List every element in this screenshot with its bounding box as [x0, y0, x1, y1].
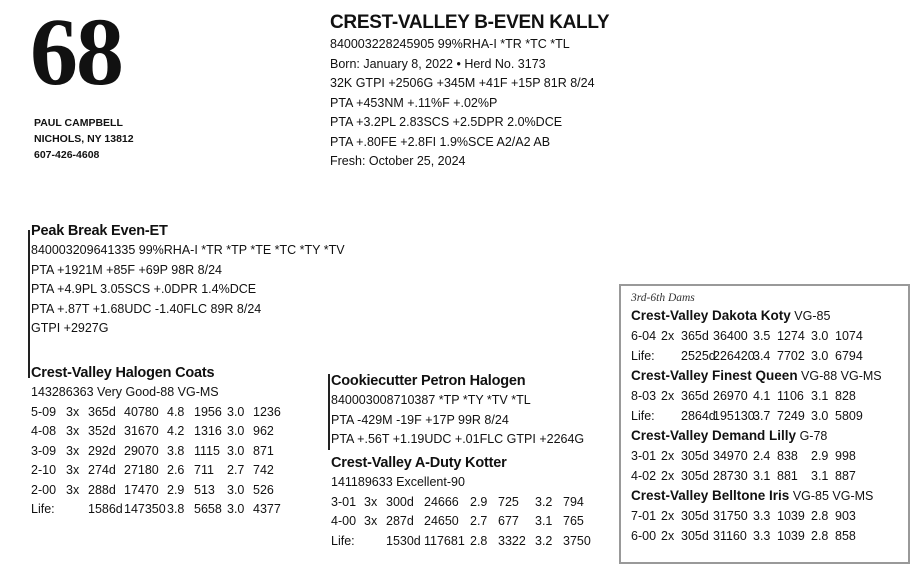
record-cell: 27180 [124, 463, 159, 477]
animal-line: PTA +453NM +.11%F +.02%P [330, 95, 498, 110]
record-cell: 3-09 [31, 443, 57, 458]
record-cell: 3.7 [753, 409, 771, 423]
record-cell: 1236 [253, 404, 281, 419]
record-row [631, 386, 882, 406]
record-cell: 2.9 [811, 449, 829, 463]
record-cell: 4.1 [753, 389, 771, 403]
record-cell: 2x [661, 469, 675, 483]
record-row [631, 506, 882, 526]
record-cell: 3.3 [753, 529, 771, 543]
record-cell: 2.9 [167, 482, 185, 497]
sire-line: GTPI +2927G [31, 321, 109, 335]
other-dam [631, 366, 882, 426]
record-row [631, 526, 882, 546]
dam-name: Crest-Valley Halogen Coats [31, 365, 215, 381]
record-cell: 24666 [424, 494, 459, 509]
maternal-grandsire-name: Cookiecutter Petron Halogen [331, 373, 526, 389]
dam-records [31, 403, 283, 520]
record-cell: 998 [835, 449, 856, 463]
record-cell: 1530d [386, 533, 421, 548]
record-cell: 887 [835, 469, 856, 483]
record-cell: 305d [681, 469, 709, 483]
second-dam-name: Crest-Valley A-Duty Kotter [331, 455, 507, 471]
consignor-phone: 607-426-4608 [34, 149, 100, 161]
other-dam [631, 486, 882, 546]
record-row [631, 326, 882, 346]
record-cell: 31160 [713, 529, 747, 543]
record-cell: 871 [253, 443, 274, 458]
other-dams-label: 3rd-6th Dams [631, 292, 695, 304]
record-cell: 274d [88, 463, 116, 477]
other-dam-classification: VG-85 VG-MS [792, 489, 874, 503]
record-cell: 794 [563, 494, 584, 509]
sire-name: Peak Break Even-ET [31, 223, 168, 239]
record-cell: 1586d [88, 502, 123, 516]
maternal-grandsire-block [331, 371, 584, 450]
record-row [31, 403, 283, 423]
record-cell: 742 [253, 463, 274, 477]
record-cell: 3322 [498, 533, 526, 548]
record-cell: 711 [194, 463, 214, 477]
record-cell: 3-01 [331, 494, 357, 509]
record-cell: 3x [364, 494, 378, 509]
dam-subline: 143286363 Very Good-88 VG-MS [31, 385, 219, 399]
record-cell: 7-01 [631, 509, 657, 523]
record-cell: 4-00 [331, 514, 357, 528]
maternal-grandsire-line: PTA -429M -19F +17P 99R 8/24 [331, 412, 509, 427]
record-row [31, 461, 283, 481]
animal-line: PTA +.80FE +2.8FI 1.9%SCE A2/A2 AB [330, 134, 551, 149]
record-cell: 8-03 [631, 389, 657, 403]
record-cell: 31670 [124, 424, 159, 438]
record-cell: 838 [777, 449, 798, 463]
lot-number: 68 [30, 0, 122, 105]
record-cell: 34970 [713, 449, 748, 463]
record-cell: 40780 [124, 404, 159, 419]
animal-line: Born: January 8, 2022 • Herd No. 3173 [330, 56, 546, 71]
record-cell: 5-09 [31, 404, 57, 419]
animal-line: PTA +3.2PL 2.83SCS +2.5DPR 2.0%DCE [330, 115, 563, 129]
record-cell: 4-08 [31, 424, 57, 438]
record-cell: 365d [681, 389, 709, 403]
other-dam-name: Crest-Valley Belltone Iris [631, 488, 790, 503]
other-dam-records [631, 326, 882, 366]
record-cell: 3.0 [227, 482, 245, 497]
record-cell: 3.5 [753, 329, 771, 343]
record-cell: 1039 [777, 529, 805, 543]
sire-line: PTA +.87T +1.68UDC -1.40FLC 89R 8/24 [31, 301, 262, 316]
record-cell: 3x [66, 443, 80, 458]
record-cell: 2.8 [470, 533, 488, 548]
record-cell: 3.0 [227, 502, 245, 516]
record-cell: 3.1 [811, 469, 829, 483]
other-dam-name: Crest-Valley Demand Lilly [631, 428, 797, 443]
other-dams-list [631, 306, 882, 546]
sire-line: PTA +1921M +85F +69P 98R 8/24 [31, 262, 222, 277]
record-cell: 2x [661, 449, 675, 463]
record-cell: 31750 [713, 509, 748, 523]
record-cell: 29070 [124, 443, 159, 458]
record-cell: 725 [498, 494, 519, 509]
record-cell: 2.9 [470, 494, 488, 509]
record-cell: 3.3 [753, 509, 771, 523]
record-cell: 287d [386, 514, 414, 528]
animal-name: CREST-VALLEY B-EVEN KALLY [330, 12, 610, 33]
record-row [31, 481, 283, 501]
record-cell: Life: [631, 349, 655, 363]
record-cell: 1956 [194, 404, 222, 419]
second-dam-subline: 141189633 Excellent-90 [331, 475, 465, 489]
record-cell: 3.8 [167, 502, 185, 516]
record-cell: 4.8 [167, 404, 185, 419]
record-cell: 6794 [835, 349, 863, 363]
record-row [331, 532, 593, 552]
other-dam-records [631, 506, 882, 546]
record-cell: 2-00 [31, 482, 57, 497]
animal-line: 32K GTPI +2506G +345M +41F +15P 81R 8/24 [330, 76, 595, 90]
record-row [631, 446, 882, 466]
record-cell: 4377 [253, 502, 281, 516]
record-row [631, 346, 882, 366]
record-cell: 2.8 [811, 509, 829, 523]
record-cell: 1274 [777, 329, 805, 343]
record-cell: 3x [66, 482, 80, 497]
record-cell: 858 [835, 529, 856, 543]
other-dam-records [631, 446, 882, 486]
record-row [31, 422, 283, 442]
record-cell: 2525d [681, 349, 716, 363]
record-cell: 147350 [124, 502, 166, 516]
record-cell: Life: [31, 502, 55, 516]
other-dam-classification: VG-88 VG-MS [801, 369, 882, 383]
record-cell: 4.2 [167, 424, 185, 438]
record-cell: 3.1 [753, 469, 771, 483]
record-cell: 4-02 [631, 469, 657, 483]
record-row [631, 466, 882, 486]
record-cell: 2x [661, 329, 675, 343]
record-cell: 2.4 [753, 449, 771, 463]
record-cell: 1106 [777, 389, 804, 403]
record-cell: 117681 [424, 533, 465, 548]
other-dam-records [631, 386, 882, 426]
other-dam [631, 306, 882, 366]
second-dam-records [331, 493, 593, 552]
record-cell: 3-01 [631, 449, 657, 463]
consignor-name: PAUL CAMPBELL [34, 117, 123, 129]
record-cell: 3.2 [535, 533, 553, 548]
record-cell: 292d [88, 443, 116, 458]
other-dam-classification: G-78 [799, 429, 828, 443]
record-cell: 28730 [713, 469, 748, 483]
record-cell: 365d [88, 404, 116, 419]
record-cell: 2-10 [31, 463, 57, 477]
record-cell: 2.8 [811, 529, 829, 543]
record-cell: 2864d [681, 409, 716, 423]
record-cell: 513 [194, 482, 215, 497]
record-cell: 2x [661, 529, 675, 543]
record-cell: 300d [386, 494, 414, 509]
record-cell: 6-00 [631, 529, 657, 543]
animal-line: Fresh: October 25, 2024 [330, 154, 466, 168]
record-cell: 2.7 [227, 463, 245, 477]
record-cell: 1115 [194, 443, 220, 458]
record-cell: 3.8 [167, 443, 185, 458]
record-cell: 3x [66, 404, 80, 419]
record-cell: 3.0 [811, 349, 829, 363]
sire-line: PTA +4.9PL 3.05SCS +.0DPR 1.4%DCE [31, 282, 257, 296]
record-cell: 3.4 [753, 349, 771, 363]
record-cell: 3x [364, 514, 378, 528]
record-cell: 677 [498, 514, 519, 528]
record-cell: 1316 [194, 424, 222, 438]
dam-block [31, 363, 283, 520]
record-cell: 3.0 [811, 409, 829, 423]
animal-block [330, 11, 609, 172]
animal-line: 840003228245905 99%RHA-I *TR *TC *TL [330, 37, 570, 51]
record-cell: 305d [681, 449, 709, 463]
record-cell: 7702 [777, 349, 805, 363]
pedigree-connector [328, 374, 330, 450]
record-row [331, 493, 593, 513]
sire-line: 840003209641335 99%RHA-I *TR *TP *TE *TC *TY *TV [31, 243, 345, 257]
record-cell: 288d [88, 482, 116, 497]
record-row [31, 442, 283, 462]
record-cell: 352d [88, 424, 116, 438]
record-cell: 881 [777, 469, 798, 483]
record-row [631, 406, 882, 426]
record-cell: 3x [66, 463, 80, 477]
record-cell: Life: [631, 409, 655, 423]
record-cell: 3.1 [811, 389, 829, 403]
record-cell: 365d [681, 329, 709, 343]
record-cell: 962 [253, 424, 274, 438]
other-dam-name: Crest-Valley Dakota Koty [631, 308, 791, 323]
record-cell: 3.0 [811, 329, 829, 343]
record-row [331, 512, 593, 532]
record-cell: 828 [835, 389, 856, 403]
record-cell: 24650 [424, 514, 459, 528]
record-cell: 7249 [777, 409, 805, 423]
record-cell: 2x [661, 509, 675, 523]
record-cell: 6-04 [631, 329, 657, 343]
record-cell: 26970 [713, 389, 748, 403]
record-cell: 5809 [835, 409, 863, 423]
pedigree-connector [28, 230, 30, 378]
record-cell: 1074 [835, 329, 863, 343]
record-cell: 305d [681, 509, 709, 523]
record-cell: 3.1 [535, 514, 553, 528]
record-row [31, 500, 283, 520]
other-dams-box [619, 284, 910, 564]
record-cell: 3.0 [227, 424, 245, 438]
record-cell: 2.6 [167, 463, 185, 477]
record-cell: 226420 [713, 349, 755, 363]
record-cell: 3.0 [227, 404, 245, 419]
other-dam [631, 426, 882, 486]
record-cell: 3750 [563, 533, 591, 548]
record-cell: 765 [563, 514, 584, 528]
record-cell: 2x [661, 389, 675, 403]
record-cell: 3x [66, 424, 80, 438]
second-dam-block [331, 453, 593, 551]
record-cell: 195130 [713, 409, 755, 423]
record-cell: 903 [835, 509, 856, 523]
maternal-grandsire-line: PTA +.56T +1.19UDC +.01FLC GTPI +2264G [331, 432, 585, 446]
record-cell: 305d [681, 529, 709, 543]
other-dam-name: Crest-Valley Finest Queen [631, 368, 798, 383]
consignor [34, 115, 134, 163]
other-dam-classification: VG-85 [794, 309, 831, 323]
record-cell: 36400 [713, 329, 748, 343]
record-cell: 3.2 [535, 494, 553, 509]
record-cell: 1039 [777, 509, 805, 523]
record-cell: 3.0 [227, 443, 245, 458]
consignor-location: NICHOLS, NY 13812 [34, 133, 134, 145]
record-cell: 2.7 [470, 514, 488, 528]
sire-block [31, 221, 345, 339]
record-cell: Life: [331, 533, 355, 548]
record-cell: 526 [253, 482, 274, 497]
maternal-grandsire-line: 840003008710387 *TP *TY *TV *TL [331, 393, 531, 407]
record-cell: 17470 [124, 482, 159, 497]
record-cell: 5658 [194, 502, 222, 516]
